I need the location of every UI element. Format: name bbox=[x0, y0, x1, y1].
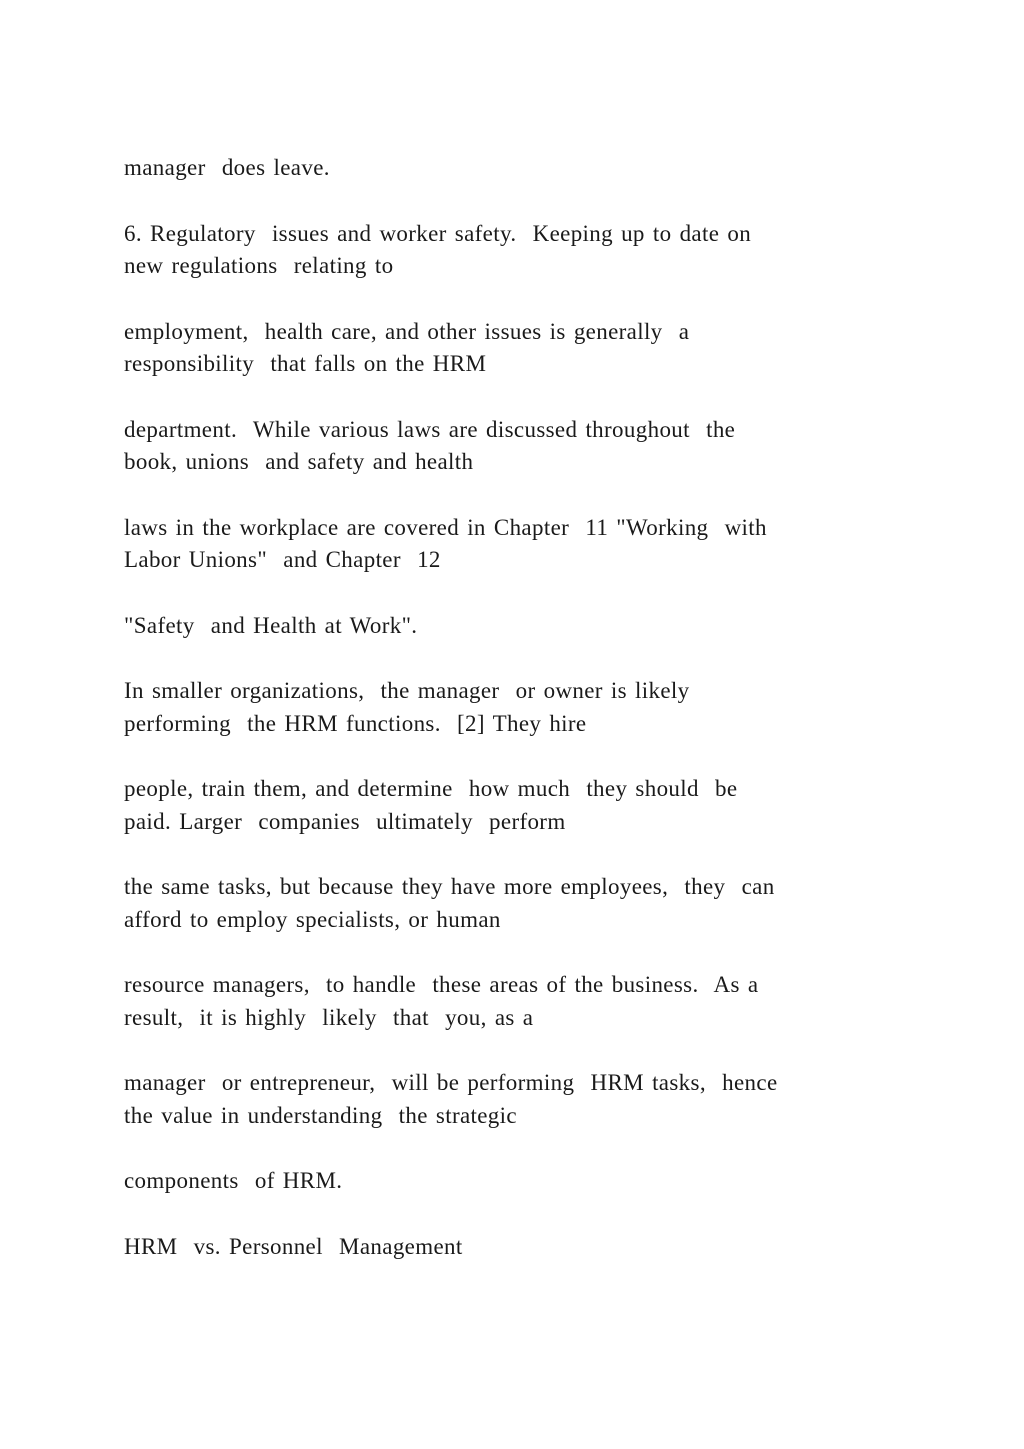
text-line: new regulations relating to bbox=[124, 253, 394, 278]
text-line: manager does leave. bbox=[124, 155, 330, 180]
paragraph bbox=[124, 675, 924, 740]
document-body bbox=[124, 152, 924, 1296]
text-line: book, unions and safety and health bbox=[124, 449, 474, 474]
paragraph bbox=[124, 969, 924, 1034]
text-line: 6. Regulatory issues and worker safety. Keeping up to date on bbox=[124, 220, 752, 246]
text-line: Labor Unions" and Chapter 12 bbox=[124, 547, 441, 572]
text-line: afford to employ specialists, or human bbox=[124, 906, 501, 932]
paragraph bbox=[124, 414, 924, 479]
paragraph bbox=[124, 1165, 924, 1198]
text-line: responsibility that falls on the HRM bbox=[124, 351, 487, 376]
paragraph bbox=[124, 218, 924, 283]
text-line: paid. Larger companies ultimately perform bbox=[124, 808, 566, 834]
paragraph bbox=[124, 1067, 924, 1132]
paragraph bbox=[124, 152, 924, 185]
text-line: the value in understanding the strategic bbox=[124, 1102, 517, 1128]
text-line: resource managers, to handle these areas of the business. As a bbox=[124, 972, 759, 997]
paragraph bbox=[124, 512, 924, 577]
text-line: the same tasks, but because they have more employees, they can bbox=[124, 874, 775, 899]
paragraph bbox=[124, 610, 924, 643]
paragraph bbox=[124, 871, 924, 936]
text-line: components of HRM. bbox=[124, 1168, 343, 1193]
text-line: laws in the workplace are covered in Chapter 11 "Working with bbox=[124, 514, 767, 540]
text-line: employment, health care, and other issues is generally a bbox=[124, 318, 690, 344]
text-line: "Safety and Health at Work". bbox=[124, 612, 418, 638]
text-line: result, it is highly likely that you, as a bbox=[124, 1004, 534, 1030]
section-heading bbox=[124, 1231, 924, 1264]
paragraph bbox=[124, 316, 924, 381]
text-line: people, train them, and determine how much they should be bbox=[124, 776, 738, 801]
text-line: In smaller organizations, the manager or owner is likely bbox=[124, 678, 690, 703]
text-line: HRM vs. Personnel Management bbox=[124, 1233, 463, 1259]
text-line: manager or entrepreneur, will be performing HRM tasks, hence bbox=[124, 1070, 778, 1095]
text-line: department. While various laws are discussed throughout the bbox=[124, 416, 736, 442]
paragraph bbox=[124, 773, 924, 838]
text-line: performing the HRM functions. [2] They hire bbox=[124, 710, 587, 736]
